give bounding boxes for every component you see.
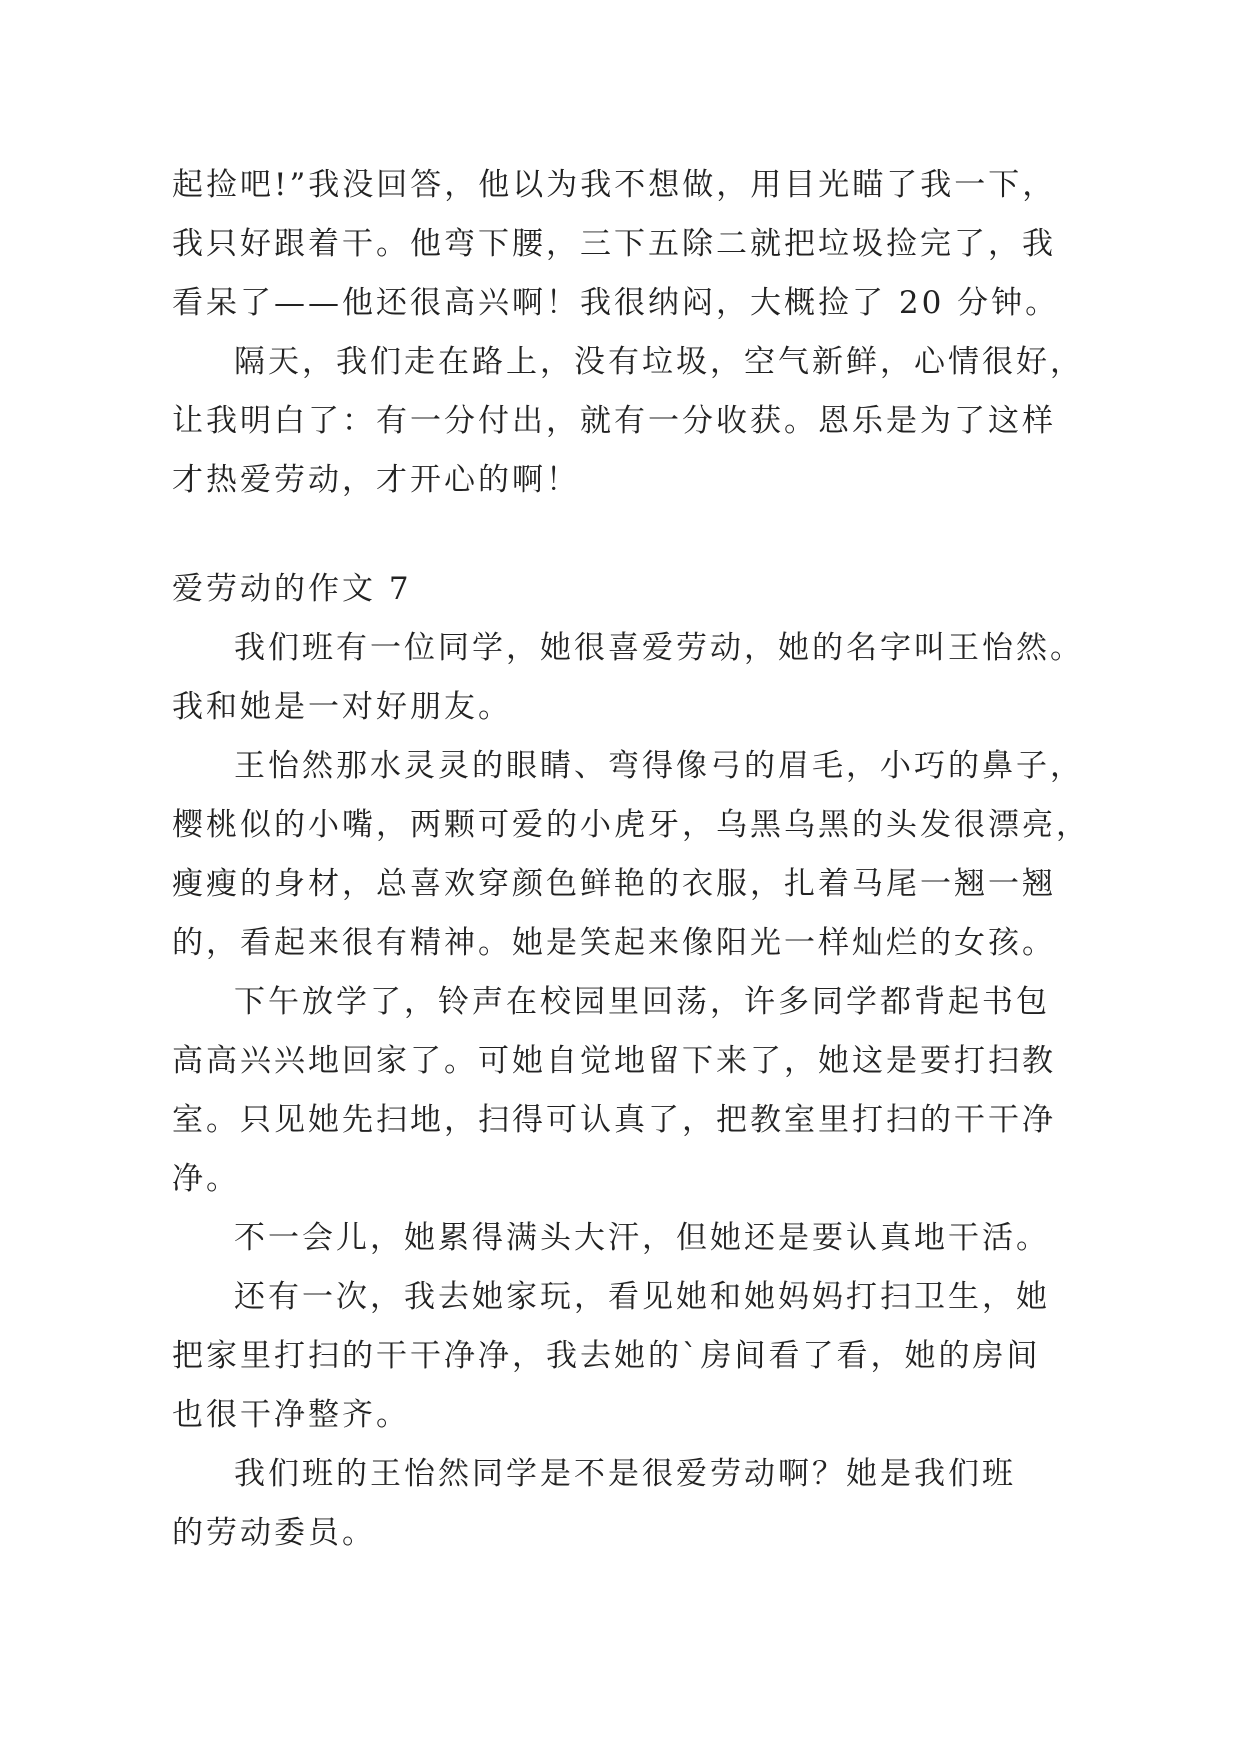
text-line: 隔天，我们走在路上，没有垃圾，空气新鲜，心情很好， (234, 344, 1084, 380)
text-line: 高高兴兴地回家了。可她自觉地留下来了，她这是要打扫教 (172, 1043, 1056, 1079)
text-line: 我们班有一位同学，她很喜爱劳动，她的名字叫王怡然。 (234, 630, 1084, 666)
text-line: 王怡然那水灵灵的眼睛、弯得像弓的眉毛，小巧的鼻子， (234, 748, 1084, 784)
text-line: 也很干净整齐。 (172, 1397, 410, 1433)
paragraph (172, 1268, 1172, 1445)
essay-heading (172, 560, 1172, 619)
paragraph (172, 973, 1172, 1209)
text-line: 我们班的王怡然同学是不是很爱劳动啊？她是我们班 (234, 1456, 1016, 1492)
document-body (172, 156, 1172, 1563)
text-line: 才热爱劳动，才开心的啊！ (172, 462, 580, 498)
paragraph (172, 737, 1172, 973)
paragraph (172, 1445, 1172, 1563)
text-line: 的劳动委员。 (172, 1515, 376, 1551)
text-line: 的，看起来很有精神。她是笑起来像阳光一样灿烂的女孩。 (172, 925, 1056, 961)
text-line: 室。只见她先扫地，扫得可认真了，把教室里打扫的干干净 (172, 1102, 1056, 1138)
text-line: 把家里打扫的干干净净，我去她的`房间看了看，她的房间 (172, 1338, 1041, 1374)
text-line: 让我明白了：有一分付出，就有一分收获。恩乐是为了这样 (172, 403, 1056, 439)
text-line: 下午放学了，铃声在校园里回荡，许多同学都背起书包 (234, 984, 1050, 1020)
text-line: 还有一次，我去她家玩，看见她和她妈妈打扫卫生，她 (234, 1279, 1050, 1315)
paragraph (172, 333, 1172, 510)
text-line: 我和她是一对好朋友。 (172, 689, 512, 725)
text-line: 瘦瘦的身材，总喜欢穿颜色鲜艳的衣服，扎着马尾一翘一翘 (172, 866, 1056, 902)
paragraph (172, 1209, 1172, 1268)
text-line: 樱桃似的小嘴，两颗可爱的小虎牙，乌黑乌黑的头发很漂亮， (172, 807, 1090, 843)
text-line: 净。 (172, 1161, 240, 1197)
paragraph (172, 619, 1172, 737)
paragraph (172, 156, 1172, 333)
text-line: 看呆了——他还很高兴啊！我很纳闷，大概捡了 20 分钟。 (172, 285, 1060, 321)
text-line: 不一会儿，她累得满头大汗，但她还是要认真地干活。 (234, 1220, 1050, 1256)
text-line: 起捡吧!”我没回答，他以为我不想做，用目光瞄了我一下， (172, 167, 1057, 203)
section-spacer (172, 510, 1172, 560)
heading-text: 爱劳动的作文 7 (172, 571, 412, 607)
text-line: 我只好跟着干。他弯下腰，三下五除二就把垃圾捡完了，我 (172, 226, 1056, 262)
